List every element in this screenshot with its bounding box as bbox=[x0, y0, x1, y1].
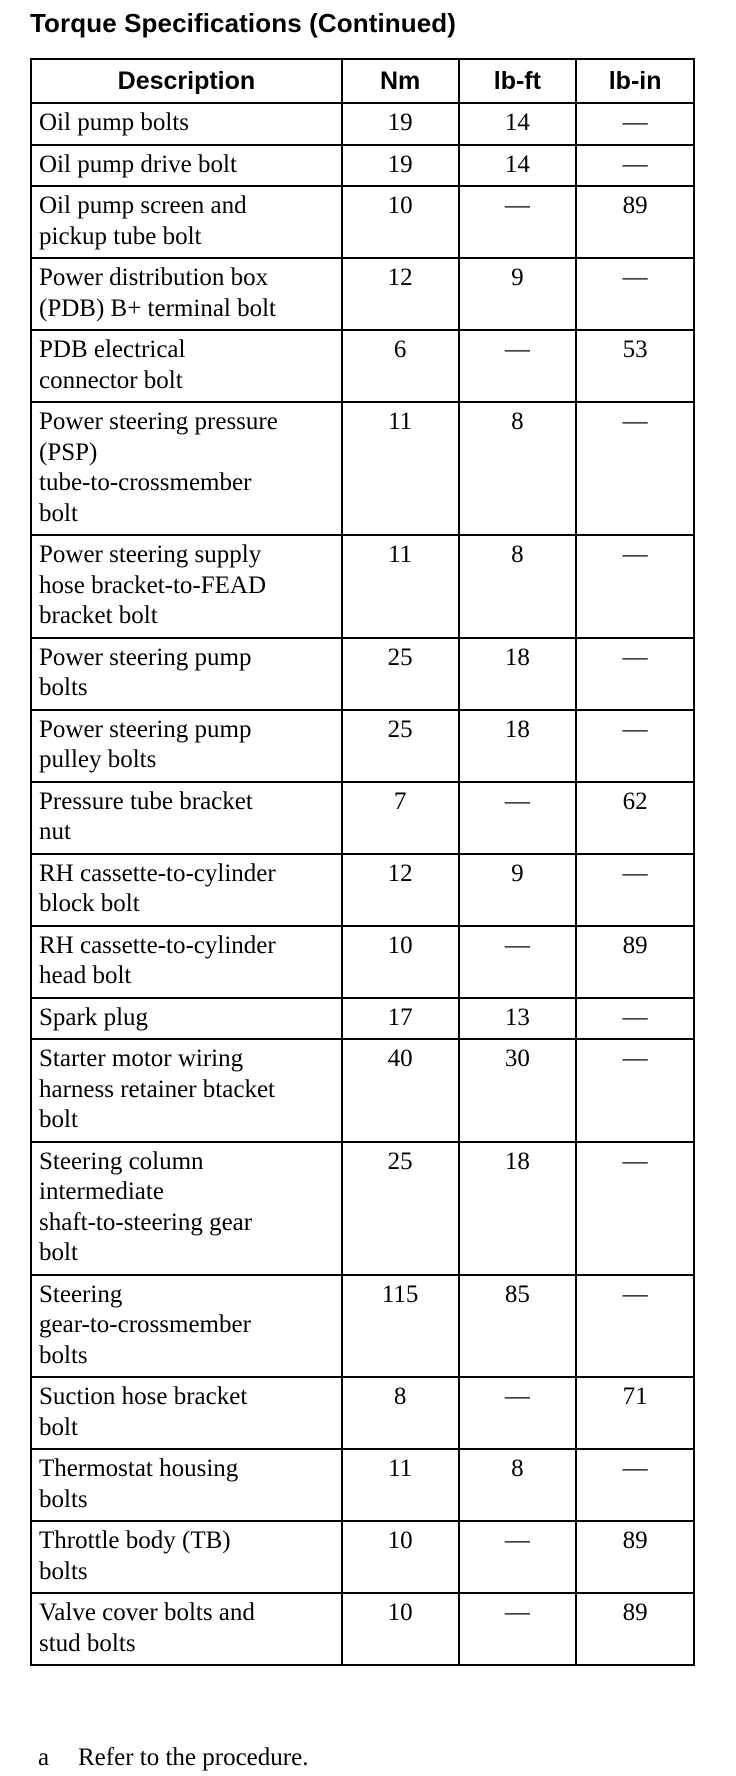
description-line: RH cassette-to-cylinder bbox=[39, 859, 276, 887]
description-line: Oil pump bolts bbox=[39, 109, 190, 136]
cell-nm: 10 bbox=[342, 186, 459, 258]
description-line: Throttle body (TB) bbox=[39, 1527, 231, 1554]
footnote-text: Refer to the procedure. bbox=[78, 1744, 309, 1771]
description-line: Starter motor wiring bbox=[39, 1045, 244, 1072]
description-line: PDB electrical bbox=[39, 336, 186, 363]
cell-lb-in: 89 bbox=[576, 1521, 694, 1593]
description-line: Steering column bbox=[39, 1147, 204, 1175]
cell-lb-ft: — bbox=[459, 1377, 577, 1449]
cell-lb-in: 89 bbox=[576, 926, 694, 998]
cell-lb-in: — bbox=[576, 103, 694, 145]
table-row bbox=[31, 1039, 694, 1142]
cell-lb-in: — bbox=[576, 1142, 694, 1275]
description-line: Spark plug bbox=[39, 1003, 149, 1031]
cell-lb-in: — bbox=[576, 402, 694, 535]
cell-description bbox=[31, 258, 342, 330]
cell-nm: 115 bbox=[342, 1275, 459, 1378]
table-row bbox=[31, 782, 694, 854]
cell-lb-in: 53 bbox=[576, 330, 694, 402]
description-line: bolt bbox=[39, 1239, 78, 1266]
column-header-lb-ft: lb-ft bbox=[459, 59, 577, 103]
cell-description bbox=[31, 1449, 342, 1521]
cell-lb-in: — bbox=[576, 258, 694, 330]
column-header-lb-in: lb-in bbox=[576, 59, 694, 103]
cell-lb-in: — bbox=[576, 535, 694, 638]
cell-lb-ft: 8 bbox=[459, 535, 577, 638]
cell-description bbox=[31, 1039, 342, 1142]
cell-description bbox=[31, 535, 342, 638]
cell-lb-ft: 18 bbox=[459, 638, 577, 710]
table-row bbox=[31, 1142, 694, 1275]
cell-description bbox=[31, 998, 342, 1040]
torque-spec-table bbox=[30, 58, 695, 1666]
description-line: bolts bbox=[39, 674, 88, 701]
table-row bbox=[31, 998, 694, 1040]
cell-lb-in: — bbox=[576, 1039, 694, 1142]
cell-lb-in: — bbox=[576, 854, 694, 926]
description-line: pulley bolts bbox=[39, 746, 157, 773]
cell-description bbox=[31, 1275, 342, 1378]
description-line: (PSP) bbox=[39, 438, 98, 466]
cell-nm: 12 bbox=[342, 854, 459, 926]
description-line: connector bolt bbox=[39, 366, 183, 394]
cell-description bbox=[31, 638, 342, 710]
description-line: Valve cover bolts and bbox=[39, 1599, 255, 1626]
cell-description bbox=[31, 1593, 342, 1665]
cell-description bbox=[31, 1142, 342, 1275]
cell-lb-ft: — bbox=[459, 782, 577, 854]
cell-description bbox=[31, 926, 342, 998]
cell-lb-in: 62 bbox=[576, 782, 694, 854]
cell-lb-ft: 14 bbox=[459, 145, 577, 187]
column-header-description: Description bbox=[31, 59, 342, 103]
column-header-nm: Nm bbox=[342, 59, 459, 103]
cell-nm: 10 bbox=[342, 1521, 459, 1593]
description-line: Oil pump drive bolt bbox=[39, 150, 237, 178]
description-line: Pressure tube bracket bbox=[39, 787, 253, 815]
cell-lb-ft: 8 bbox=[459, 1449, 577, 1521]
description-line: RH cassette-to-cylinder bbox=[39, 931, 276, 959]
cell-nm: 10 bbox=[342, 926, 459, 998]
description-line: tube-to-crossmember bbox=[39, 469, 252, 496]
description-line: Steering bbox=[39, 1280, 123, 1308]
table-row bbox=[31, 535, 694, 638]
description-line: Suction hose bracket bbox=[39, 1383, 248, 1410]
cell-nm: 6 bbox=[342, 330, 459, 402]
cell-nm: 19 bbox=[342, 103, 459, 145]
table-row bbox=[31, 1521, 694, 1593]
description-line: stud bolts bbox=[39, 1629, 136, 1657]
cell-description bbox=[31, 1377, 342, 1449]
description-line: Power steering pump bbox=[39, 715, 252, 743]
cell-lb-in: — bbox=[576, 710, 694, 782]
table-row bbox=[31, 258, 694, 330]
footnote bbox=[38, 1744, 308, 1772]
cell-lb-ft: — bbox=[459, 1521, 577, 1593]
description-line: intermediate bbox=[39, 1178, 164, 1205]
description-line: bolts bbox=[39, 1485, 88, 1513]
cell-lb-in: — bbox=[576, 638, 694, 710]
cell-nm: 19 bbox=[342, 145, 459, 187]
cell-nm: 25 bbox=[342, 1142, 459, 1275]
cell-nm: 11 bbox=[342, 535, 459, 638]
cell-nm: 17 bbox=[342, 998, 459, 1040]
description-line: block bolt bbox=[39, 890, 140, 917]
cell-nm: 8 bbox=[342, 1377, 459, 1449]
table-row bbox=[31, 145, 694, 187]
description-line: bolts bbox=[39, 1341, 88, 1369]
cell-nm: 12 bbox=[342, 258, 459, 330]
description-line: gear-to-crossmember bbox=[39, 1311, 251, 1338]
description-line: nut bbox=[39, 818, 71, 845]
cell-lb-in: — bbox=[576, 1449, 694, 1521]
cell-description bbox=[31, 103, 342, 145]
cell-lb-ft: 30 bbox=[459, 1039, 577, 1142]
cell-lb-ft: 8 bbox=[459, 402, 577, 535]
cell-lb-ft: 13 bbox=[459, 998, 577, 1040]
description-line: Power steering supply bbox=[39, 541, 262, 568]
description-line: head bolt bbox=[39, 962, 132, 989]
cell-lb-ft: — bbox=[459, 1593, 577, 1665]
table-row bbox=[31, 330, 694, 402]
page-title: Torque Specifications (Continued) bbox=[30, 8, 457, 38]
description-line: shaft-to-steering gear bbox=[39, 1208, 253, 1236]
cell-nm: 11 bbox=[342, 1449, 459, 1521]
description-line: bolt bbox=[39, 1413, 78, 1441]
table-row bbox=[31, 1593, 694, 1665]
cell-nm: 25 bbox=[342, 710, 459, 782]
table-row bbox=[31, 854, 694, 926]
description-line: (PDB) B+ terminal bolt bbox=[39, 294, 276, 322]
cell-lb-ft: 18 bbox=[459, 1142, 577, 1275]
description-line: bracket bolt bbox=[39, 602, 158, 629]
cell-nm: 11 bbox=[342, 402, 459, 535]
cell-nm: 40 bbox=[342, 1039, 459, 1142]
cell-lb-ft: — bbox=[459, 926, 577, 998]
cell-lb-ft: — bbox=[459, 186, 577, 258]
cell-lb-ft: 85 bbox=[459, 1275, 577, 1378]
description-line: Power steering pressure bbox=[39, 408, 278, 435]
cell-lb-in: 89 bbox=[576, 1593, 694, 1665]
table-row bbox=[31, 1377, 694, 1449]
cell-lb-in: — bbox=[576, 1275, 694, 1378]
cell-description bbox=[31, 854, 342, 926]
table-body bbox=[31, 103, 694, 1665]
cell-description bbox=[31, 402, 342, 535]
description-line: bolt bbox=[39, 499, 78, 527]
cell-description bbox=[31, 710, 342, 782]
description-line: hose bracket-to-FEAD bbox=[39, 571, 267, 599]
cell-nm: 25 bbox=[342, 638, 459, 710]
description-line: Thermostat housing bbox=[39, 1455, 239, 1482]
cell-description bbox=[31, 330, 342, 402]
table-row bbox=[31, 103, 694, 145]
cell-lb-ft: — bbox=[459, 330, 577, 402]
cell-description bbox=[31, 145, 342, 187]
cell-nm: 7 bbox=[342, 782, 459, 854]
cell-description bbox=[31, 782, 342, 854]
cell-lb-ft: 18 bbox=[459, 710, 577, 782]
footnote-mark: a bbox=[38, 1744, 50, 1771]
table-row bbox=[31, 1449, 694, 1521]
description-line: Power steering pump bbox=[39, 643, 252, 671]
cell-lb-in: 89 bbox=[576, 186, 694, 258]
description-line: pickup tube bolt bbox=[39, 222, 202, 250]
table-row bbox=[31, 186, 694, 258]
description-line: harness retainer btacket bbox=[39, 1075, 275, 1103]
description-line: bolt bbox=[39, 1106, 78, 1133]
description-line: Oil pump screen and bbox=[39, 192, 247, 219]
table-row bbox=[31, 1275, 694, 1378]
cell-lb-ft: 9 bbox=[459, 854, 577, 926]
description-line: Power distribution box bbox=[39, 264, 269, 291]
table-row bbox=[31, 710, 694, 782]
cell-lb-ft: 14 bbox=[459, 103, 577, 145]
cell-lb-in: 71 bbox=[576, 1377, 694, 1449]
cell-nm: 10 bbox=[342, 1593, 459, 1665]
table-row bbox=[31, 638, 694, 710]
table-row bbox=[31, 926, 694, 998]
cell-lb-in: — bbox=[576, 145, 694, 187]
table-row bbox=[31, 402, 694, 535]
cell-lb-in: — bbox=[576, 998, 694, 1040]
cell-lb-ft: 9 bbox=[459, 258, 577, 330]
table-header-row bbox=[31, 59, 694, 103]
cell-description bbox=[31, 1521, 342, 1593]
cell-description bbox=[31, 186, 342, 258]
description-line: bolts bbox=[39, 1557, 88, 1585]
